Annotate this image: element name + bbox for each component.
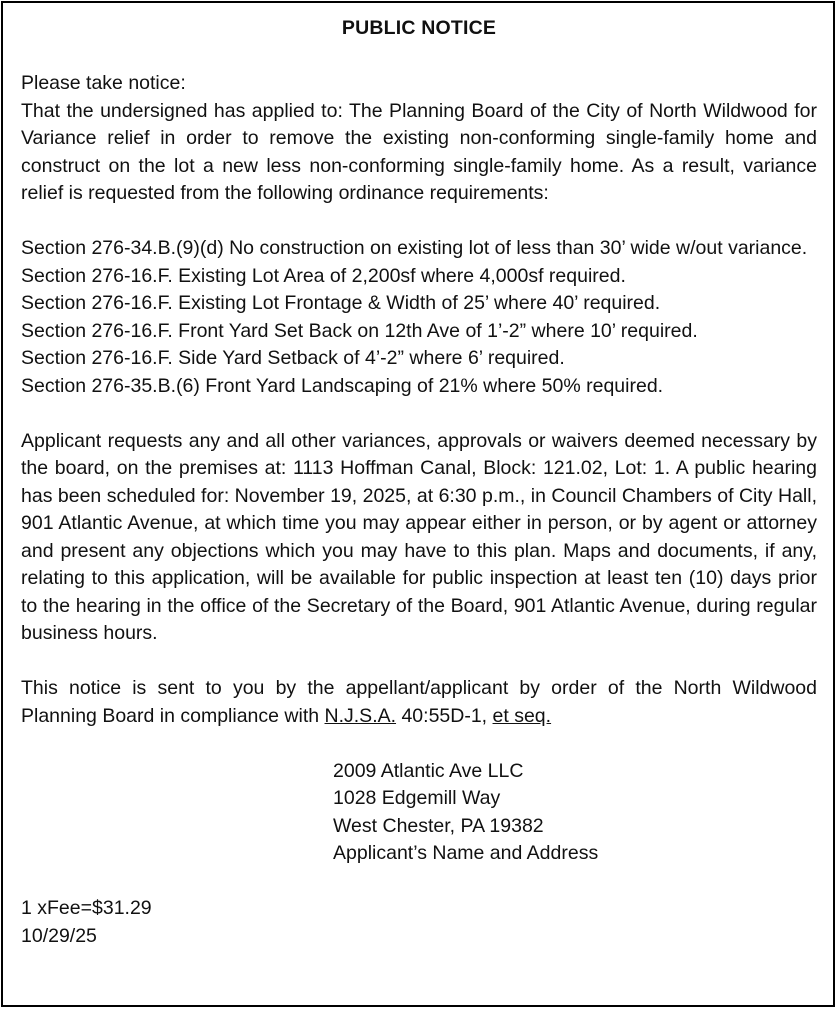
intro-paragraph: That the undersigned has applied to: The Planning Board of the City of North Wildwood for Variance relief in order to remove the existing non-conforming single-family home and construct on the lot a new less non-conforming single-family home. As a result, variance relief is requested from the following ordinance requirements: (21, 99, 817, 204)
public-notice (1, 1, 835, 1007)
section-item: Section 276-16.F. Existing Lot Area of 2,200sf where 4,000sf required. (21, 264, 626, 287)
et-seq: et seq. (492, 704, 552, 727)
section-item: Section 276-16.F. Front Yard Set Back on 12th Ave of 1’-2” where 10’ required. (21, 319, 698, 342)
compliance-paragraph (21, 675, 817, 730)
applicant-address-block (333, 758, 817, 868)
applicant-caption: Applicant’s Name and Address (333, 842, 599, 864)
statute-reference: N.J.S.A. (324, 704, 397, 727)
hearing-paragraph: Applicant requests any and all other variances, approvals or waivers deemed necessary by the board, on the premises at: 1113 Hoffman Canal, Block: 121.02, Lot: 1. A public hearing has been scheduled for: November 19, 2025, at 6:30 p.m., in Council Chambers of City Hall, 901 Atlantic Avenue, at which time you may appear either in person, or by agent or attorney and present any objections which you may have to this plan. Maps and documents, if any, relating to this application, will be available for public inspection at least ten (10) days prior to the hearing in the office of the Secretary of the Board, 901 Atlantic Avenue, during regular business hours. (21, 429, 817, 644)
applicant-city: West Chester, PA 19382 (333, 814, 544, 837)
section-item: Section 276-34.B.(9)(d) No construction on existing lot of less than 30’ wide w/out variance. (21, 237, 808, 259)
salutation: Please take notice: (21, 72, 186, 94)
fee-line: 1 xFee=$31.29 (21, 897, 152, 919)
notice-date: 10/29/25 (21, 924, 97, 947)
notice-title: PUBLIC NOTICE (341, 17, 497, 39)
applicant-name: 2009 Atlantic Ave LLC (333, 759, 524, 782)
section-item: Section 276-16.F. Existing Lot Frontage & Width of 25’ where 40’ required. (21, 292, 661, 314)
section-item: Section 276-16.F. Side Yard Setback of 4’-2” where 6’ required. (21, 347, 565, 369)
section-item: Section 276-35.B.(6) Front Yard Landscaping of 21% where 50% required. (21, 374, 664, 397)
applicant-street: 1028 Edgemill Way (333, 787, 501, 809)
compliance-middle: 40:55D-1, (396, 704, 493, 727)
compliance-prefix: This notice is sent to you by the appellant/applicant by order of the North Wildwood Planning Board in compliance with (21, 677, 817, 727)
ordinance-sections (21, 235, 817, 400)
